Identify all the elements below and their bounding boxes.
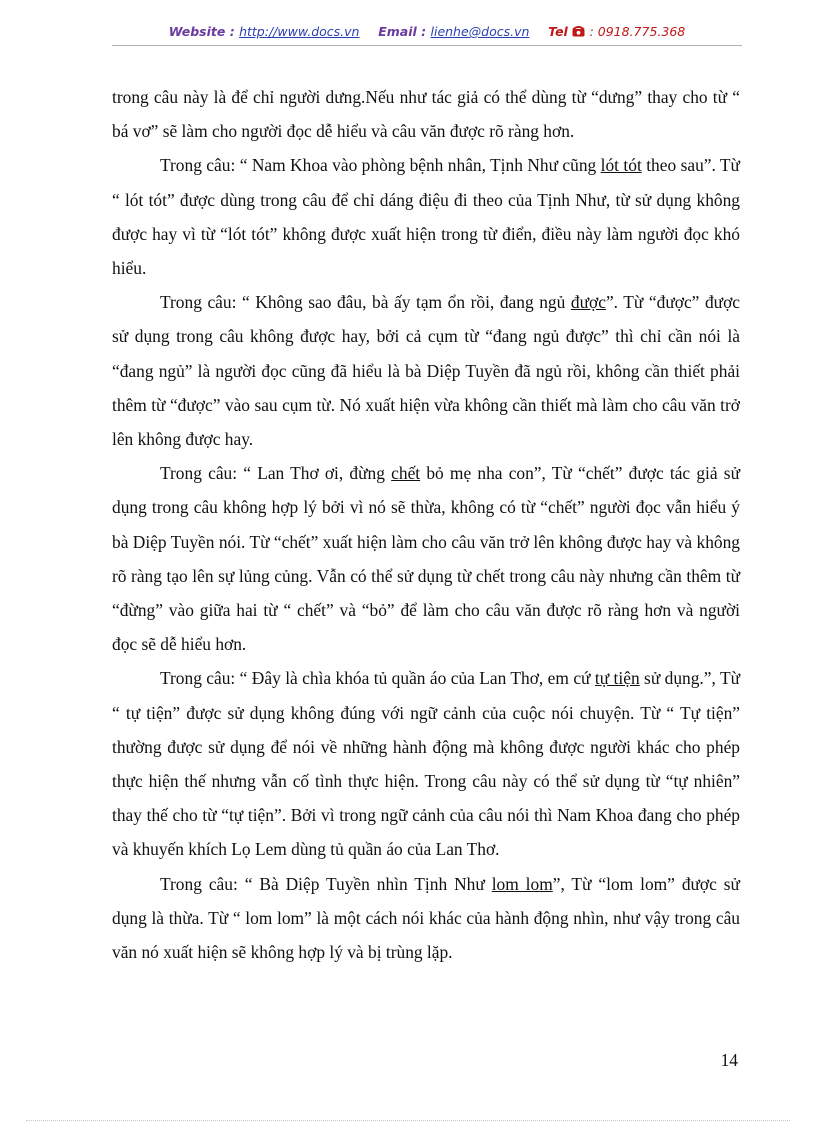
phone-number: : 0918.775.368 [589,24,686,39]
paragraph-text: bỏ mẹ nha con”, Từ “chết” được tác giả sử dụng trong câu không hợp lý bởi vì nó sẽ thừa, không có từ “chết” người đọc vẫn hiểu ý bà Diệp Tuyền nói. Từ “chết” xuất hiện làm cho câu văn trở lên không được hay và không rõ ràng tạo lên sự lủng củng. Vẫn có thể sử dụng từ chết trong câu này nhưng cần thêm từ “đừng” vào giữa hai từ “ chết” và “bỏ” để làm cho câu văn được rõ ràng hơn và người đọc sẽ dễ hiểu hơn. [112,463,740,655]
paragraph [112,661,740,866]
underlined-term: tự tiện [594,668,640,689]
paragraph-text: Trong câu: “ Bà Diệp Tuyền nhìn Tịnh Như [160,873,492,894]
paragraph-text: Trong câu: “ Lan Thơ ơi, đừng [160,463,392,484]
paragraph [112,148,740,285]
footer-divider [26,1120,790,1121]
phone-icon [572,24,589,39]
paragraph-text: trong câu này là để chỉ người dưng.Nếu như tác giả có thể dùng từ “dưng” thay cho từ “ bá vơ” sẽ làm cho người đọc dễ hiểu và câu văn được rõ ràng hơn. [112,87,740,142]
header-divider [112,45,742,46]
underlined-term: lom lom [491,873,553,894]
paragraph [112,285,740,456]
underlined-term: được [570,292,606,313]
tel-label: Tel [548,24,568,39]
paragraph-text: Trong câu: “ Đây là chìa khóa tủ quần áo của Lan Thơ, em cứ [160,668,595,689]
page-header [112,24,742,39]
email-link[interactable]: lienhe@docs.vn [430,24,530,39]
paragraph-text: theo sau”. Từ “ lót tót” được dùng trong câu để chỉ dáng điệu đi theo của Tịnh Như, từ sử dụng không được hay vì từ “lót tót” không được xuất hiện trong từ điển, điều này làm người đọc khó hiểu. [112,155,740,279]
email-colon: : [421,24,427,39]
page-number: 14 [720,1050,738,1070]
website-link[interactable]: http://www.docs.vn [239,24,360,39]
paragraph [112,456,740,661]
email-label: Email [378,24,417,39]
paragraph [112,867,740,970]
underlined-term: chết [391,463,421,484]
body-text [112,80,740,969]
paragraph [112,80,740,148]
paragraph-text: ”. Từ “được” được sử dụng trong câu không được hay, bởi cả cụm từ “đang ngủ được” thì chỉ cần nói là “đang ngủ” là người đọc cũng đã hiểu là bà Diệp Tuyền đã ngủ rồi, không cần thiết phải thêm từ “được” vào sau cụm từ. Nó xuất hiện vừa không cần thiết mà làm cho câu văn trở lên không được hay. [112,292,740,450]
underlined-term: lót tót [600,155,642,176]
paragraph-text: sử dụng.”, Từ “ tự tiện” được sử dụng không đúng với ngữ cảnh của cuộc nói chuyện. Từ “ Tự tiện” thường được sử dụng để nói về những hành động mà không được người khác cho phép thực hiện thế nhưng vẫn cố tình thực hiện. Trong câu này có thể sử dụng từ “tự nhiên” thay thế cho từ “tự tiện”. Bởi vì trong ngữ cảnh của câu nói thì Nam Khoa đang cho phép và khuyến khích Lọ Lem dùng tủ quần áo của Lan Thơ. [112,668,740,860]
paragraph-text: Trong câu: “ Nam Khoa vào phòng bệnh nhân, Tịnh Như cũng [160,155,601,176]
website-label: Website : [168,24,235,39]
paragraph-text: Trong câu: “ Không sao đâu, bà ấy tạm ổn rồi, đang ngủ [160,292,571,313]
paragraph-text: ”, Từ “lom lom” được sử dụng là thừa. Từ “ lom lom” là một cách nói khác của hành động nhìn, như vậy trong câu văn nó xuất hiện sẽ không hợp lý và bị trùng lặp. [112,873,740,963]
